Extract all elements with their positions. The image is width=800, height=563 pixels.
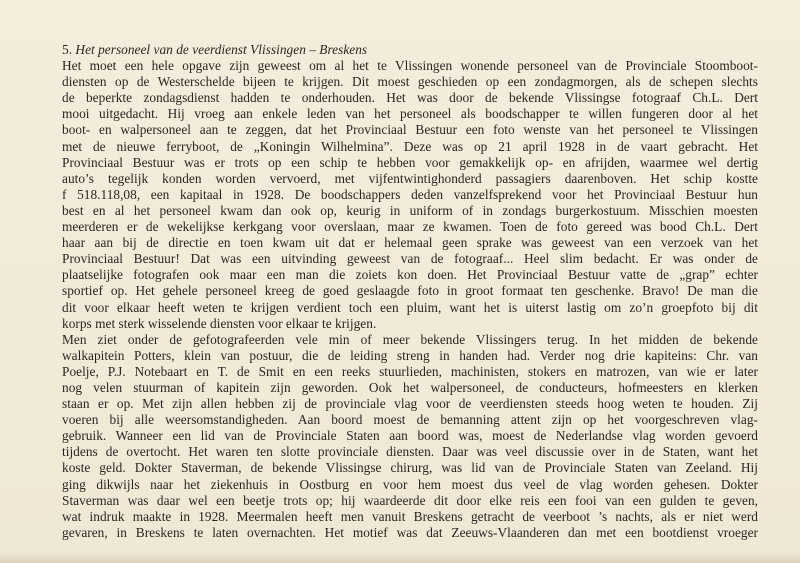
text-line: f 518.118,08, een kapitaal in 1928. De boodschappers deden vanzelfsprekend voor het Provinciaal Bestuur hun xyxy=(62,186,758,202)
text-line: tijdens de overtocht. Het waren ten slotte provinciale diensten. Daar was veel discussie over in de Staten, want het xyxy=(62,444,758,460)
text-line: diensten op de Westerschelde bijeen te krijgen. Dit moest geschieden op een zondagmorgen, als de schepen slechts xyxy=(62,74,758,90)
paragraph-2 xyxy=(62,332,758,541)
text-line: walkapitein Potters, klein van postuur, die de leiding streng in handen had. Verder nog drie kapiteins: Chr. van xyxy=(62,347,758,363)
text-line: gebruik. Wanneer een lid van de Provinciale Staten aan boord was, moest de Nederlandse vlag worden gevoerd xyxy=(62,428,758,444)
section-title: Het personeel van de veerdienst Vlissingen – Breskens xyxy=(75,42,368,57)
section-number: 5. xyxy=(62,42,73,57)
text-line: ging dikwijls naar het ziekenhuis in Oostburg en voor hem moest dus veel de vlag worden gehesen. Dokter xyxy=(62,476,758,492)
text-line: dit voor elkaar heeft weten te krijgen verdient toch een pluim, want het is uiterst lastig om zo’n groepfoto bij dit xyxy=(62,299,758,315)
text-line: auto’s tegelijk konden worden vervoerd, met vijfentwintighonderd passagiers daarenboven. Het schip kostte xyxy=(62,170,758,186)
text-line: Het moet een hele opgave zijn geweest om al het te Vlissingen wonende personeel van de Provinciale Stoomboot- xyxy=(62,58,758,74)
text-line: nog velen stuurman of kapitein zijn geworden. Ook het walpersoneel, de conducteurs, hofmeesters en klerken xyxy=(62,379,758,395)
text-line: Men ziet onder de gefotografeerden vele min of meer bekende Vlissingers terug. In het midden de bekende xyxy=(62,331,758,347)
text-line: Provinciaal Bestuur! Dat was een uitvinding geweest van de fotograaf... Heel slim bedacht. Er was onder de xyxy=(62,251,758,267)
text-line: gevaren, in Breskens te laten overnachten. Het motief was dat Zeeuws-Vlaanderen dan met een bootdienst vroeger xyxy=(62,524,758,540)
text-line: sportief op. Het gehele personeel kreeg de goed geslaagde foto in groot formaat ten geschenke. Bravo! De man die xyxy=(62,283,758,299)
text-line: met de nieuwe ferryboot, de „Koningin Wilhelmina”. Deze was op 21 april 1928 in de vaart gebracht. Het xyxy=(62,138,758,154)
text-line: Poelje, P.J. Notebaart en T. de Smit en een reeks stuurlieden, machinisten, stokers en matrozen, van wie er later xyxy=(62,363,758,379)
paragraph-1 xyxy=(62,58,758,332)
text-line: meerderen er de wekelijkse kerkgang voor overslaan, maar ze kwamen. Toen de foto gereed was bood Ch.L. Dert xyxy=(62,219,758,235)
text-line: haar aan bij de directie en toen kwam uit dat er helemaal geen sprake was geweest van een verzoek van het xyxy=(62,235,758,251)
text-line: korps met sterk wisselende diensten voor elkaar te krijgen. xyxy=(62,315,377,331)
text-line: voeren bij alle weersomstandigheden. Aan boord moest de bemanning attent zijn op het voorgeschreven vlag- xyxy=(62,412,758,428)
text-line: mooi uitgedacht. Hij vroeg aan enkele leden van het personeel als boodschapper te willen fungeren door al het xyxy=(62,106,758,122)
text-line: staan er op. Met zijn allen hebben zij de provinciale vlag voor de veerdiensten steeds hoog weten te houden. Zij xyxy=(62,396,758,412)
section-heading xyxy=(62,42,758,58)
text-line: Staverman was daar wel een beetje trots op; hij waardeerde dit door elke reis een fooi van een gulden te geven, xyxy=(62,492,758,508)
text-line: plaatselijke fotografen ook maar een man die zoiets kon doen. Het Provinciaal Bestuur vatte de „grap” echter xyxy=(62,267,758,283)
text-line: koste geld. Dokter Staverman, de bekende Vlissingse chirurg, was lid van de Provinciale Staten van Zeeland. Hij xyxy=(62,460,758,476)
text-line: de beperkte zondagsdienst hadden te onderhouden. Het was door de bekende Vlissingse fotograaf Ch.L. Dert xyxy=(62,90,758,106)
text-line: wat indruk maakte in 1928. Meermalen heeft men vanuit Breskens getracht de veerboot ’s nachts, als er niet werd xyxy=(62,508,758,524)
text-line: boot- en walpersoneel aan te zeggen, dat het Provinciaal Bestuur een foto wenste van het personeel te Vlissingen xyxy=(62,122,758,138)
page-text xyxy=(62,42,758,541)
text-line: Provinciaal Bestuur was er trots op een schip te hebben voor gemakkelijk op- en afrijden, waarmee wel dertig xyxy=(62,154,758,170)
text-line: best en al het personeel kwam dan ook op, keurig in uniform of in zondags burgerkostuum. Misschien moesten xyxy=(62,202,758,218)
